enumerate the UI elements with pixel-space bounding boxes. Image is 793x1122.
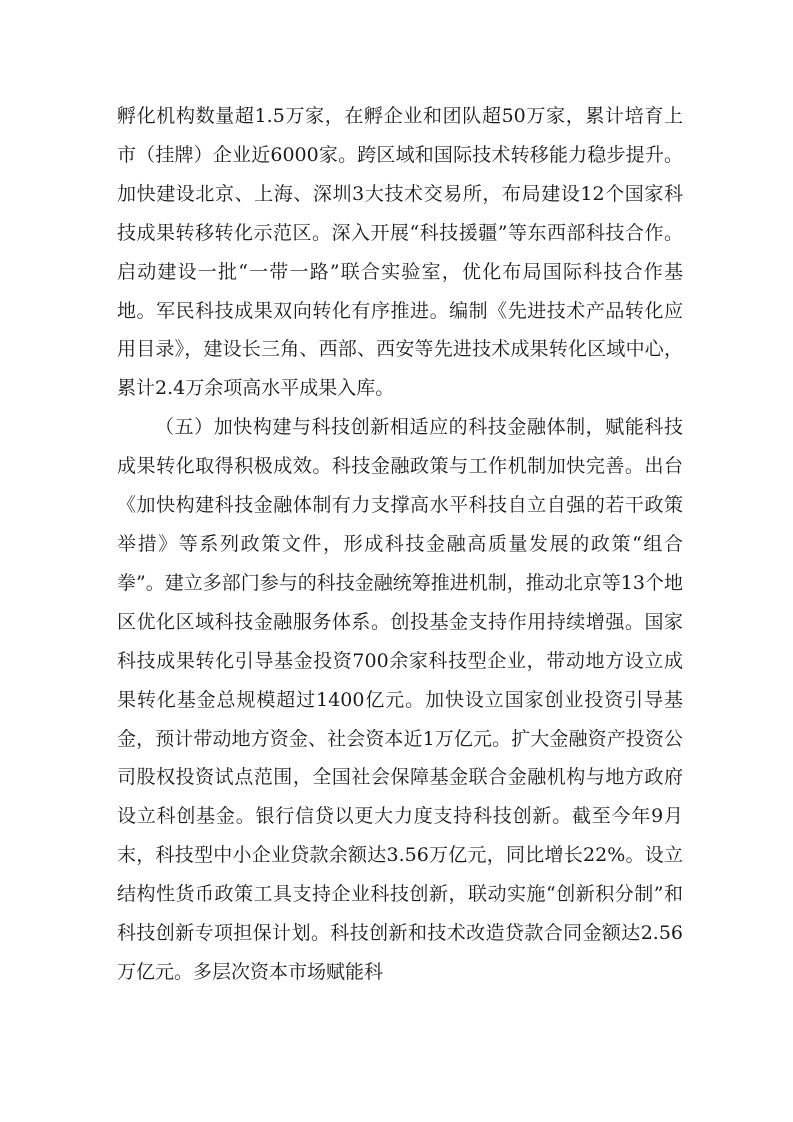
paragraph-incubation: 孵化机构数量超1.5万家，在孵企业和团队超50万家，累计培育上市（挂牌）企业近6000家。跨区域和国际技术转移能力稳步提升。加快建设北京、上海、深圳3大技术交易所，布局建设12个国家科技成果转移转化示范区。深入开展“科技援疆”等东西部科技合作。启动建设一批“一带一路”联合实验室，优化布局国际科技合作基地。军民科技成果双向转化有序推进。编制《先进技术产品转化应用目录》，建设长三角、西部、西安等先进技术成果转化区域中心，累计2.4万余项高水平成果入库。 — [117, 105, 683, 400]
paragraph-tech-finance: （五）加快构建与科技创新相适应的科技金融体制，赋能科技成果转化取得积极成效。科技金融政策与工作机制加快完善。出台《加快构建科技金融体制有力支撑高水平科技自立自强的若干政策举措》等系列政策文件，形成科技金融高质量发展的政策“组合拳”。建立多部门参与的科技金融统筹推进机制，推动北京等13个地区优化区域科技金融服务体系。创投基金支持作用持续增强。国家科技成果转化引导基金投资700余家科技型企业，带动地方设立成果转化基金总规模超过1400亿元。加快设立国家创业投资引导基金，预计带动地方资金、社会资本近1万亿元。扩大金融资产投资公司股权投资试点范围，全国社会保障基金联合金融机构与地方政府设立科创基金。银行信贷以更大力度支持科技创新。截至今年9月末，科技型中小企业贷款余额达3.56万亿元，同比增长22%。设立结构性货币政策工具支持企业科技创新，联动实施“创新积分制”和科技创新专项担保计划。科技创新和技术改造贷款合同金额达2.56万亿元。多层次资本市场赋能科 — [117, 416, 683, 983]
body-text — [117, 97, 683, 992]
